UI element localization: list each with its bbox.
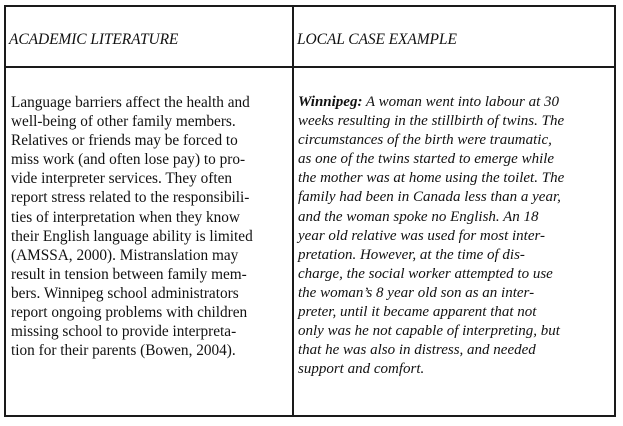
- text-line: report stress related to the responsibili-: [11, 189, 250, 207]
- text-line: ties of interpretation when they know: [11, 208, 240, 226]
- text-line: year old relative was used for most inter-: [298, 227, 546, 244]
- text-line: well-being of other family members.: [11, 113, 236, 131]
- text-line: circumstances of the birth were traumatic,: [298, 132, 552, 149]
- text-line: (AMSSA, 2000). Mistranslation may: [11, 246, 239, 264]
- text-line: only was he not capable of interpreting, but: [298, 323, 560, 340]
- text-line: pretation. However, at the time of dis-: [298, 246, 525, 263]
- text-line: tion for their parents (Bowen, 2004).: [11, 342, 236, 360]
- text-line: that he was also in distress, and needed: [298, 342, 536, 359]
- academic-literature-cell: [6, 68, 294, 415]
- text-line: Language barriers affect the health and: [11, 94, 250, 111]
- text-line: missing school to provide interpreta-: [11, 323, 237, 341]
- text-line: preter, until it became apparent that not: [298, 304, 537, 321]
- text-line: their English language ability is limited: [11, 227, 253, 245]
- text-line: vide interpreter services. They often: [11, 170, 233, 188]
- text-line: and the woman spoke no English. An 18: [298, 208, 539, 225]
- location-label: Winnipeg:: [298, 94, 363, 110]
- text-line: family had been in Canada less than a year,: [298, 189, 561, 206]
- text-line: charge, the social worker attempted to use: [298, 265, 553, 282]
- text-line-first-rest: A woman went into labour at 30: [362, 94, 559, 110]
- header-academic-literature-label: ACADEMIC LITERATURE: [9, 31, 179, 48]
- text-line: the woman’s 8 year old son as an inter-: [298, 284, 535, 301]
- header-local-case-example: [294, 7, 614, 68]
- text-line: result in tension between family mem-: [11, 265, 247, 283]
- text-line-first: [298, 93, 610, 112]
- text-line: as one of the twins started to emerge while: [298, 151, 555, 168]
- text-line: the mother was at home using the toilet. The: [298, 170, 565, 187]
- text-line: weeks resulting in the stillbirth of twins. The: [298, 113, 565, 130]
- text-line: support and comfort.: [298, 361, 425, 378]
- header-local-case-example-label: LOCAL CASE EXAMPLE: [297, 31, 457, 48]
- header-academic-literature: [6, 7, 294, 68]
- comparison-table: [4, 5, 616, 417]
- local-case-example-cell: [294, 68, 614, 415]
- text-line: report ongoing problems with children: [11, 304, 248, 322]
- text-line: bers. Winnipeg school administrators: [11, 284, 239, 302]
- text-line: miss work (and often lose pay) to pro-: [11, 151, 246, 169]
- text-line: Relatives or friends may be forced to: [11, 132, 238, 150]
